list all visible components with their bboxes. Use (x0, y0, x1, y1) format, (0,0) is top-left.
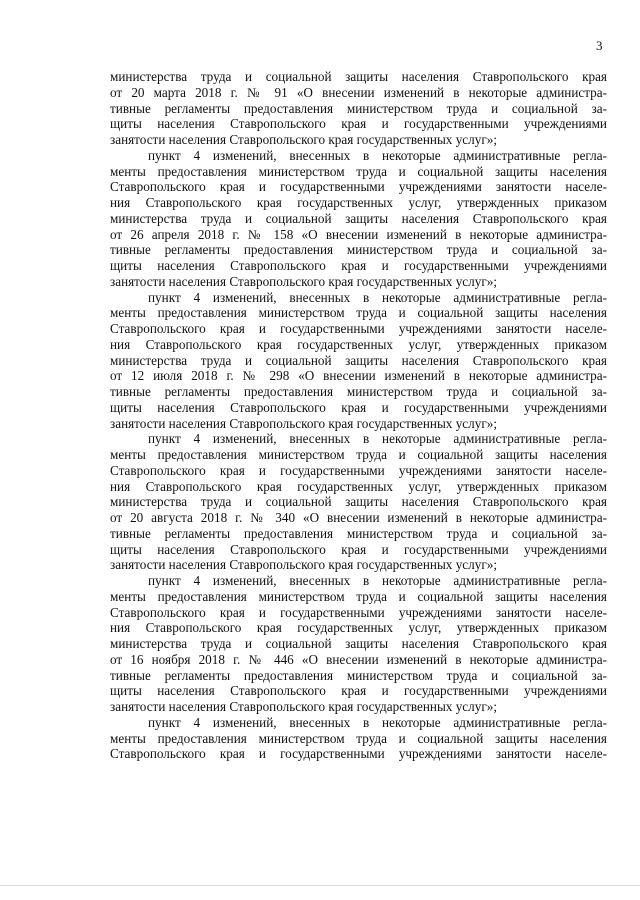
text-line: Ставропольского края и государственными учреждениями занятости населе- (110, 604, 607, 620)
text-line: Ставропольского края и государственными учреждениями занятости населе- (110, 746, 607, 762)
text-line: тивные регламенты предоставления министерством труда и социальной за- (110, 242, 607, 258)
text-line: щиты населения Ставропольского края и государственными учреждениями (110, 541, 607, 557)
text-line: щиты населения Ставропольского края и государственными учреждениями (110, 683, 607, 699)
paragraph (110, 290, 607, 432)
text-line: пункт 4 изменений, внесенных в некоторые административные регла- (148, 714, 607, 730)
text-line: тивные регламенты предоставления министерством труда и социальной за- (110, 100, 607, 116)
text-line: тивные регламенты предоставления министерством труда и социальной за- (110, 384, 607, 399)
text-line: пункт 4 изменений, внесенных в некоторые административные регла- (148, 147, 607, 163)
text-line: менты предоставления министерством труда и социальной защиты населения (110, 447, 607, 462)
text-line: министерства труда и социальной защиты населения Ставропольского края (110, 352, 607, 368)
text-line: от 26 апреля 2018 г. № 158 «О внесении изменений в некоторые администра- (110, 226, 607, 242)
paragraph (110, 69, 607, 148)
text-line: менты предоставления министерством труда и социальной защиты населения (110, 588, 607, 604)
text-line: занятости населения Ставропольского края государственных услуг»; (110, 273, 497, 289)
text-line: пункт 4 изменений, внесенных в некоторые административные регла- (148, 289, 607, 305)
text-line: пункт 4 изменений, внесенных в некоторые административные регла- (148, 431, 607, 447)
paragraph (110, 573, 607, 715)
text-line: занятости населения Ставропольского края государственных услуг»; (110, 415, 497, 431)
text-line: ния Ставропольского края государственных услуг, утвержденных приказом (110, 336, 607, 352)
text-line: от 12 июля 2018 г. № 298 «О внесении изменений в некоторые администра- (110, 368, 607, 384)
text-line: тивные регламенты предоставления министерством труда и социальной за- (110, 525, 607, 541)
scan-edge-divider (0, 885, 640, 886)
text-line: Ставропольского края и государственными учреждениями занятости населе- (110, 321, 607, 336)
text-line: министерства труда и социальной защиты населения Ставропольского края (110, 636, 607, 651)
text-line: от 16 ноября 2018 г. № 446 «О внесении изменений в некоторые администра- (110, 651, 607, 667)
text-line: ния Ставропольского края государственных услуг, утвержденных приказом (110, 478, 607, 494)
page-number: 3 (596, 38, 603, 53)
text-line: менты предоставления министерством труда и социальной защиты населения (110, 730, 607, 746)
text-line: министерства труда и социальной защиты населения Ставропольского края (110, 494, 607, 510)
text-line: щиты населения Ставропольского края и государственными учреждениями (110, 258, 607, 273)
text-line: менты предоставления министерством труда и социальной защиты населения (110, 163, 607, 179)
text-line: пункт 4 изменений, внесенных в некоторые административные регла- (148, 573, 607, 588)
text-line: министерства труда и социальной защиты населения Ставропольского края (110, 69, 607, 84)
document-body (110, 69, 607, 762)
text-line: министерства труда и социальной защиты населения Ставропольского края (110, 210, 607, 226)
text-line: менты предоставления министерством труда и социальной защиты населения (110, 305, 607, 321)
text-line: занятости населения Ставропольского края государственных услуг»; (110, 132, 497, 147)
text-line: от 20 августа 2018 г. № 340 «О внесении изменений в некоторые администра- (110, 510, 607, 525)
text-line: от 20 марта 2018 г. № 91 «О внесении изменений в некоторые администра- (110, 84, 607, 100)
text-line: занятости населения Ставропольского края государственных услуг»; (110, 699, 497, 714)
text-line: Ставропольского края и государственными учреждениями занятости населе- (110, 179, 607, 195)
paragraph (110, 715, 607, 762)
text-line: Ставропольского края и государственными учреждениями занятости населе- (110, 462, 607, 478)
paragraph (110, 148, 607, 290)
text-line: ния Ставропольского края государственных услуг, утвержденных приказом (110, 620, 607, 636)
text-line: ния Ставропольского края государственных услуг, утвержденных приказом (110, 195, 607, 210)
paragraph (110, 431, 607, 573)
text-line: тивные регламенты предоставления министерством труда и социальной за- (110, 667, 607, 683)
text-line: занятости населения Ставропольского края государственных услуг»; (110, 557, 497, 573)
text-line: щиты населения Ставропольского края и государственными учреждениями (110, 399, 607, 415)
text-line: щиты населения Ставропольского края и государственными учреждениями (110, 116, 607, 132)
